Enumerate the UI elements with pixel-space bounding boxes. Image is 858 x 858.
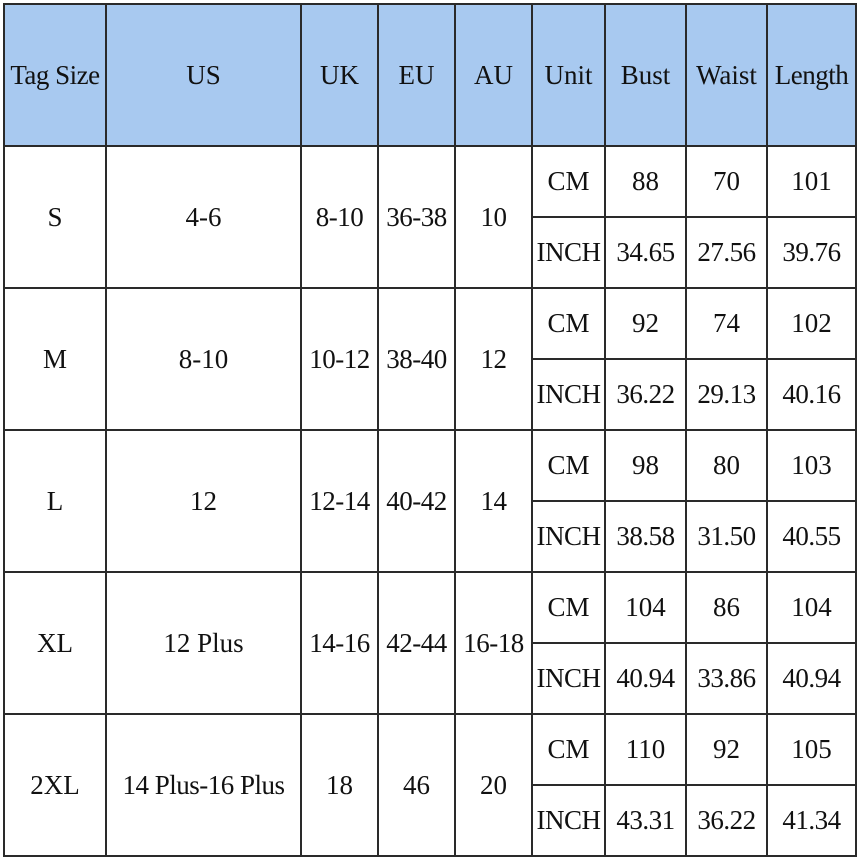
length-cell: 40.55 <box>767 501 856 572</box>
waist-cell: 80 <box>686 430 767 501</box>
table-header <box>4 4 856 146</box>
header-unit: Unit <box>532 4 605 146</box>
unit-cell: CM <box>532 714 605 785</box>
bust-cell: 36.22 <box>605 359 686 430</box>
au-size-cell: 16-18 <box>455 572 532 714</box>
waist-cell: 92 <box>686 714 767 785</box>
uk-size-cell: 12-14 <box>301 430 378 572</box>
tag-size-cell: L <box>4 430 106 572</box>
length-cell: 40.16 <box>767 359 856 430</box>
au-size-cell: 12 <box>455 288 532 430</box>
length-cell: 103 <box>767 430 856 501</box>
us-size-cell: 4-6 <box>106 146 301 288</box>
eu-size-cell: 40-42 <box>378 430 455 572</box>
length-cell: 102 <box>767 288 856 359</box>
bust-cell: 40.94 <box>605 643 686 714</box>
header-uk: UK <box>301 4 378 146</box>
tag-size-cell: XL <box>4 572 106 714</box>
unit-cell: CM <box>532 572 605 643</box>
length-cell: 101 <box>767 146 856 217</box>
bust-cell: 34.65 <box>605 217 686 288</box>
header-eu: EU <box>378 4 455 146</box>
bust-cell: 92 <box>605 288 686 359</box>
header-row <box>4 4 856 146</box>
waist-cell: 86 <box>686 572 767 643</box>
header-us: US <box>106 4 301 146</box>
au-size-cell: 20 <box>455 714 532 856</box>
unit-cell: CM <box>532 288 605 359</box>
uk-size-cell: 10-12 <box>301 288 378 430</box>
uk-size-cell: 8-10 <box>301 146 378 288</box>
length-cell: 104 <box>767 572 856 643</box>
size-chart-table <box>3 3 857 857</box>
table-row <box>4 572 856 643</box>
uk-size-cell: 14-16 <box>301 572 378 714</box>
waist-cell: 31.50 <box>686 501 767 572</box>
tag-size-cell: 2XL <box>4 714 106 856</box>
uk-size-cell: 18 <box>301 714 378 856</box>
au-size-cell: 14 <box>455 430 532 572</box>
length-cell: 105 <box>767 714 856 785</box>
us-size-cell: 12 <box>106 430 301 572</box>
bust-cell: 110 <box>605 714 686 785</box>
table-row <box>4 714 856 785</box>
us-size-cell: 8-10 <box>106 288 301 430</box>
eu-size-cell: 36-38 <box>378 146 455 288</box>
header-tag-size: Tag Size <box>4 4 106 146</box>
bust-cell: 104 <box>605 572 686 643</box>
eu-size-cell: 42-44 <box>378 572 455 714</box>
waist-cell: 70 <box>686 146 767 217</box>
table-row <box>4 430 856 501</box>
waist-cell: 29.13 <box>686 359 767 430</box>
header-bust: Bust <box>605 4 686 146</box>
unit-cell: INCH <box>532 643 605 714</box>
unit-cell: CM <box>532 430 605 501</box>
unit-cell: INCH <box>532 501 605 572</box>
length-cell: 39.76 <box>767 217 856 288</box>
unit-cell: INCH <box>532 359 605 430</box>
waist-cell: 36.22 <box>686 785 767 856</box>
waist-cell: 33.86 <box>686 643 767 714</box>
unit-cell: CM <box>532 146 605 217</box>
tag-size-cell: M <box>4 288 106 430</box>
bust-cell: 98 <box>605 430 686 501</box>
unit-cell: INCH <box>532 785 605 856</box>
table-body <box>4 146 856 856</box>
header-length: Length <box>767 4 856 146</box>
bust-cell: 38.58 <box>605 501 686 572</box>
tag-size-cell: S <box>4 146 106 288</box>
length-cell: 41.34 <box>767 785 856 856</box>
au-size-cell: 10 <box>455 146 532 288</box>
unit-cell: INCH <box>532 217 605 288</box>
header-waist: Waist <box>686 4 767 146</box>
bust-cell: 88 <box>605 146 686 217</box>
eu-size-cell: 38-40 <box>378 288 455 430</box>
table-row <box>4 146 856 217</box>
table-row <box>4 288 856 359</box>
header-au: AU <box>455 4 532 146</box>
length-cell: 40.94 <box>767 643 856 714</box>
eu-size-cell: 46 <box>378 714 455 856</box>
waist-cell: 74 <box>686 288 767 359</box>
us-size-cell: 14 Plus-16 Plus <box>106 714 301 856</box>
bust-cell: 43.31 <box>605 785 686 856</box>
us-size-cell: 12 Plus <box>106 572 301 714</box>
waist-cell: 27.56 <box>686 217 767 288</box>
